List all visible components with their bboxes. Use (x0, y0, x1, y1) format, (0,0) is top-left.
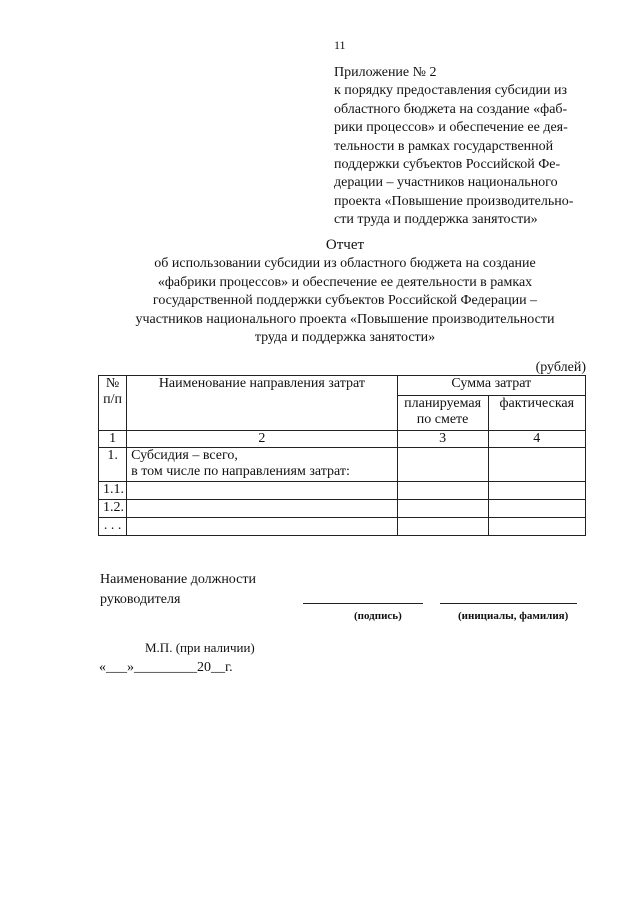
table-row (99, 500, 586, 518)
appendix-block (334, 64, 604, 230)
header-fact: фактическая (488, 396, 585, 431)
row-plan-cell (397, 482, 488, 500)
header-sum: Сумма затрат (397, 376, 585, 396)
report-title: Отчет (325, 237, 365, 253)
report-subtitle-line: участников национального проекта «Повышение производительности (135, 311, 555, 327)
appendix-line: тельности в рамках государственной (334, 138, 554, 154)
header-num-line2: п/п (103, 392, 122, 407)
row-name (127, 500, 398, 518)
row-fact-cell (488, 500, 585, 518)
report-subtitle-line: государственной поддержки субъектов Российской Федерации – (152, 293, 538, 309)
table-row (99, 482, 586, 500)
row-name (127, 448, 398, 482)
page-number: 11 (334, 38, 346, 52)
header-plan (397, 396, 488, 431)
column-index-row (99, 431, 586, 448)
row-fact-cell (488, 482, 585, 500)
row-name-line: Субсидия – всего, (131, 448, 238, 463)
position-label-line: руководителя (100, 592, 181, 607)
row-fact-cell (488, 448, 585, 482)
column-index: 2 (127, 431, 398, 448)
cost-table (98, 375, 586, 536)
header-plan-line1: планируемая (404, 396, 482, 411)
header-num (99, 376, 127, 431)
table-row (99, 518, 586, 536)
report-subtitle-line: труда и поддержка занятости» (254, 330, 436, 346)
column-index: 3 (397, 431, 488, 448)
row-plan-cell (397, 500, 488, 518)
column-index: 4 (488, 431, 585, 448)
row-plan-cell (397, 448, 488, 482)
name-line (440, 603, 577, 604)
name-caption: (инициалы, фамилия) (458, 610, 569, 622)
header-name: Наименование направления затрат (127, 376, 398, 431)
table-row (99, 448, 586, 482)
row-name (127, 482, 398, 500)
row-number: 1.1. (99, 482, 127, 500)
row-name (127, 518, 398, 536)
signature-line (303, 603, 423, 604)
row-number: . . . (99, 518, 127, 536)
appendix-line: поддержки субъектов Российской Фе- (334, 157, 561, 173)
row-plan-cell (397, 518, 488, 536)
appendix-line: сти труда и поддержка занятости» (334, 212, 538, 228)
report-subtitle (0, 255, 640, 348)
row-fact-cell (488, 518, 585, 536)
header-plan-line2: по смете (416, 412, 469, 427)
appendix-line: проекта «Повышение производительно- (334, 193, 574, 209)
stamp-label: М.П. (при наличии) (145, 640, 255, 655)
appendix-line: дерации – участников национального (334, 175, 558, 191)
row-name-line: в том числе по направлениям затрат: (131, 464, 350, 479)
report-subtitle-line: «фабрики процессов» и обеспечение ее деятельности в рамках (157, 274, 533, 290)
units-label: (рублей) (535, 360, 586, 375)
appendix-line: к порядку предоставления субсидии из (334, 83, 568, 99)
column-index: 1 (99, 431, 127, 448)
row-number: 1. (99, 448, 127, 482)
signature-caption: (подпись) (354, 610, 402, 622)
position-label (100, 570, 256, 610)
row-number: 1.2. (99, 500, 127, 518)
appendix-line: областного бюджета на создание «фаб- (334, 101, 568, 117)
header-num-line1: № (105, 376, 120, 391)
position-label-line: Наименование должности (100, 572, 256, 587)
date-line: «___»_________20__г. (99, 660, 233, 675)
report-subtitle-line: об использовании субсидии из областного бюджета на создание (154, 256, 536, 271)
appendix-line: рики процессов» и обеспечение ее дея- (334, 120, 568, 136)
appendix-heading: Приложение № 2 (334, 65, 437, 80)
